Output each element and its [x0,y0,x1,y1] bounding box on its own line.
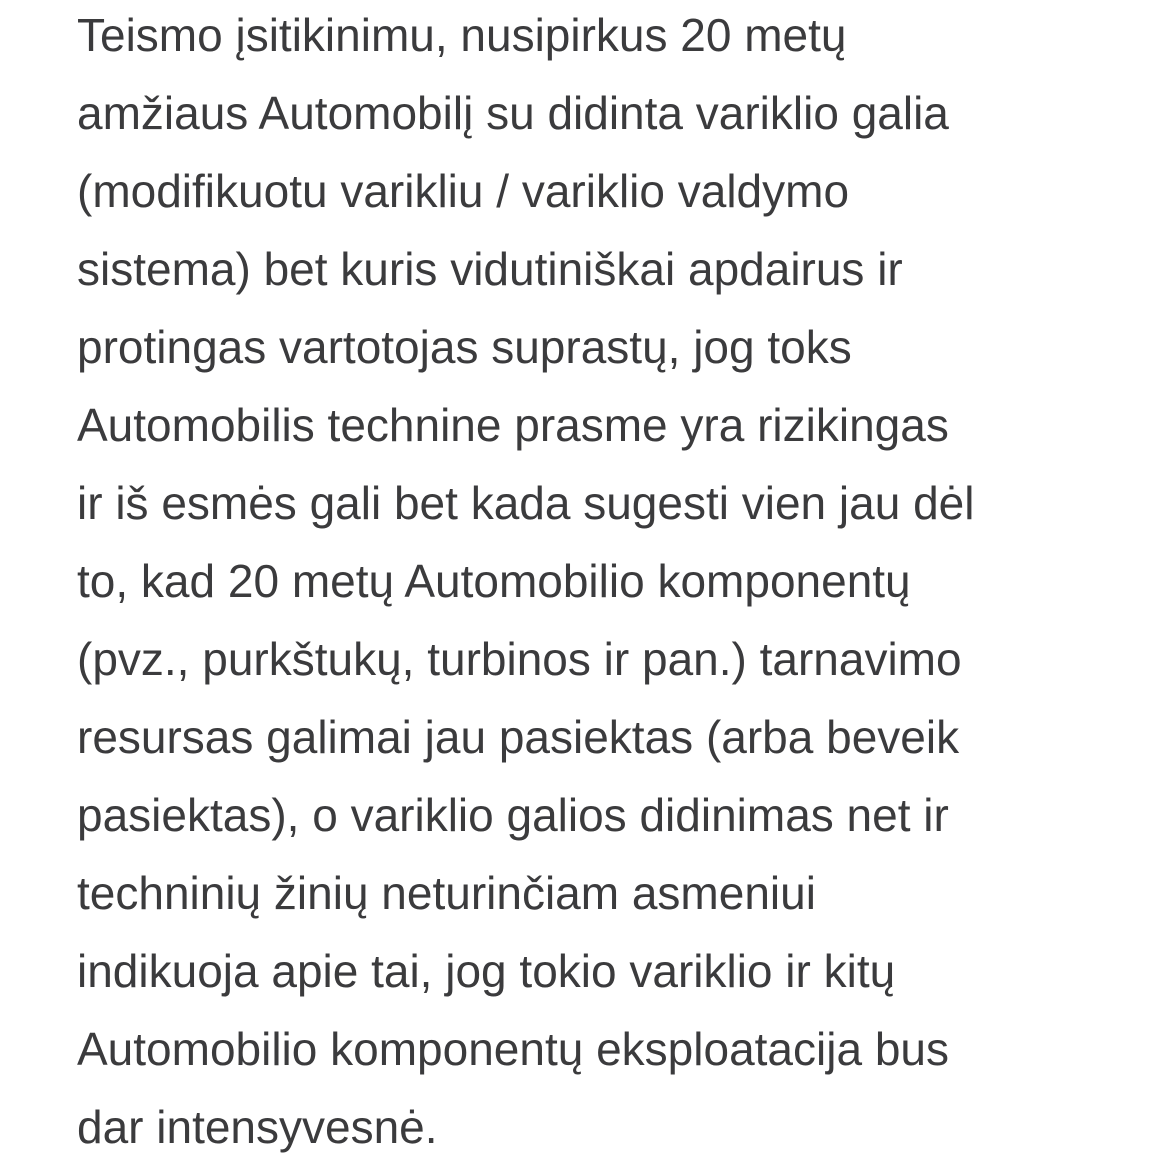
note-body [77,0,1137,1170]
note-line: (pvz., purkštukų, turbinos ir pan.) tarnavimo [77,633,962,685]
note-line: protingas vartotojas suprastų, jog toks [77,321,852,373]
note-line: amžiaus Automobilį su didinta variklio galia [77,87,949,139]
note-line: sistema) bet kuris vidutiniškai apdairus ir [77,243,903,295]
note-line: Automobilio komponentų eksploatacija bus [77,1023,949,1075]
note-line: techninių žinių neturinčiam asmeniui [77,867,816,919]
note-line: Teismo įsitikinimu, nusipirkus 20 metų [77,9,847,61]
note-line: to, kad 20 metų Automobilio komponentų [77,555,911,607]
note-line: indikuoja apie tai, jog tokio variklio ir kitų [77,945,896,997]
note-line: dar intensyvesnė. [77,1101,438,1153]
note-line: ir iš esmės gali bet kada sugesti vien jau dėl [77,477,975,529]
note-line: pasiektas), o variklio galios didinimas net ir [77,789,949,841]
note-line: Automobilis technine prasme yra rizikingas [77,399,949,451]
note-line: (modifikuotu varikliu / variklio valdymo [77,165,850,217]
note-line: resursas galimai jau pasiektas (arba beveik [77,711,960,763]
